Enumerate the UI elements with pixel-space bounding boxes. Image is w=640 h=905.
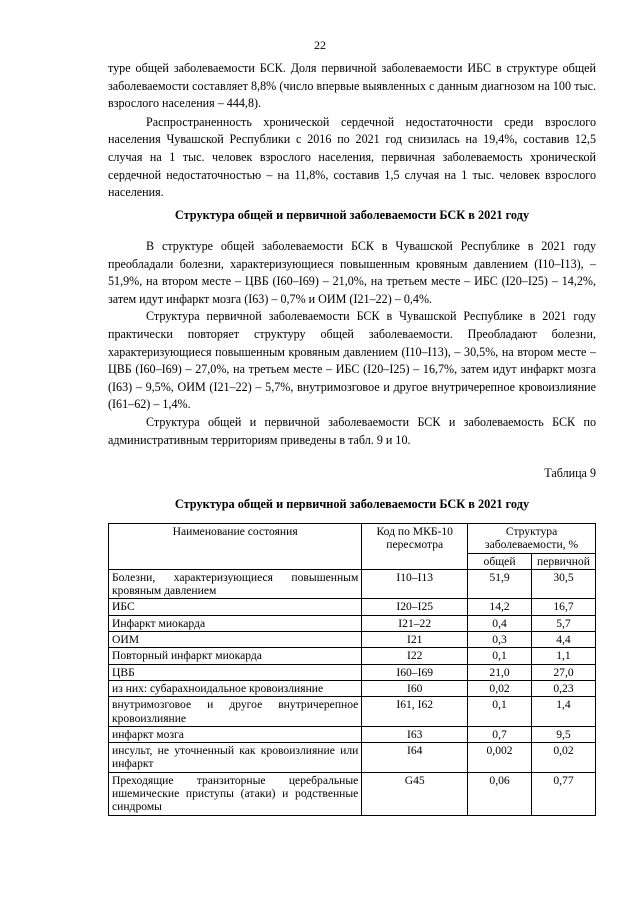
table-row — [109, 599, 596, 615]
row-primary: 5,7 — [531, 615, 595, 631]
header-general: общей — [468, 553, 532, 569]
row-primary: 1,4 — [531, 697, 595, 727]
row-name: инсульт, не уточненный как кровоизлияние или инфаркт — [109, 743, 362, 773]
row-general: 0,7 — [468, 726, 532, 742]
row-primary: 0,77 — [531, 772, 595, 815]
row-name: ОИМ — [109, 632, 362, 648]
row-primary: 30,5 — [531, 569, 595, 599]
row-name: внутримозговое и другое внутричерепное кровоизлияние — [109, 697, 362, 727]
header-code: Код по МКБ-10 пересмотра — [362, 524, 468, 570]
paragraph: Структура первичной заболеваемости БСК в Чувашской Республике в 2021 году практически повторяет структуру общей заболеваемости. Преобладают болезни, характеризующиеся повышенным кровяным давлением (I10–I13), – 30,5%, на втором месте – ЦВБ (I60–I69) – 27,0%, на третьем месте – ИБС (I20–I25) – 16,7%, затем идут инфаркт мозга (I63) – 9,5%, ОИМ (I21–22) – 5,7%, внутримозговое и другое внутричерепное кровоизлияние (I61–62) – 1,4%. — [108, 309, 596, 412]
table-label: Таблица 9 — [544, 466, 596, 480]
row-primary: 0,23 — [531, 680, 595, 696]
row-general: 14,2 — [468, 599, 532, 615]
header-name: Наименование состояния — [109, 524, 362, 570]
row-code: I63 — [362, 726, 468, 742]
row-primary: 4,4 — [531, 632, 595, 648]
row-name: из них: субарахноидальное кровоизлияние — [109, 680, 362, 696]
row-name: ЦВБ — [109, 664, 362, 680]
table-row — [109, 697, 596, 727]
row-name: Инфаркт миокарда — [109, 615, 362, 631]
section-text — [108, 238, 596, 449]
row-code: I64 — [362, 743, 468, 773]
row-name: инфаркт мозга — [109, 726, 362, 742]
row-primary: 9,5 — [531, 726, 595, 742]
header-structure: Структура заболеваемости, % — [468, 524, 596, 554]
row-general: 0,4 — [468, 615, 532, 631]
row-general: 51,9 — [468, 569, 532, 599]
table-row — [109, 615, 596, 631]
row-general: 21,0 — [468, 664, 532, 680]
table-title: Структура общей и первичной заболеваемости БСК в 2021 году — [174, 497, 530, 511]
row-code: I21–22 — [362, 615, 468, 631]
table-row — [109, 648, 596, 664]
table-row — [109, 726, 596, 742]
intro-text — [108, 60, 596, 202]
row-code: I20–I25 — [362, 599, 468, 615]
row-primary: 27,0 — [531, 664, 595, 680]
row-primary: 1,1 — [531, 648, 595, 664]
table-row — [109, 772, 596, 815]
row-general: 0,002 — [468, 743, 532, 773]
row-general: 0,1 — [468, 648, 532, 664]
paragraph: Распространенность хронической сердечной недостаточности среди взрослого населения Чувашской Республики с 2016 по 2021 год снизилась на 19,4%, составив 12,5 случая на 1 тыс. человек взрослого населения, первичная заболеваемость хронической сердечной недостаточностью – на 11,8%, составив 1,5 случая на 1 тыс. человек взрослого населения. — [108, 114, 596, 200]
table-row — [109, 569, 596, 599]
row-code: I22 — [362, 648, 468, 664]
section-heading: Структура общей и первичной заболеваемости БСК в 2021 году — [174, 208, 530, 222]
row-name: Болезни, характеризующиеся повышенным кровяным давлением — [109, 569, 362, 599]
table-row — [109, 680, 596, 696]
row-code: I60–I69 — [362, 664, 468, 680]
paragraph: туре общей заболеваемости БСК. Доля первичной заболеваемости ИБС в структуре общей заболеваемости составляет 8,8% (число впервые выявленных с данным диагнозом на 100 тыс. взрослого населения – 444,8). — [108, 61, 596, 111]
row-code: I61, I62 — [362, 697, 468, 727]
row-name: Повторный инфаркт миокарда — [109, 648, 362, 664]
paragraph: В структуре общей заболеваемости БСК в Чувашской Республике в 2021 году преобладали болезни, характеризующиеся повышенным кровяным давлением (I10–I13), – 51,9%, на втором месте – ЦВБ (I60–I69) – 21,0%, на третьем месте – ИБС (I20–I25) – 14,2%, затем идут инфаркт мозга (I63) – 0,7% и ОИМ (I21–22) – 0,4%. — [108, 239, 596, 306]
row-name: ИБС — [109, 599, 362, 615]
page-number: 22 — [314, 38, 326, 52]
row-code: I60 — [362, 680, 468, 696]
row-general: 0,3 — [468, 632, 532, 648]
row-general: 0,06 — [468, 772, 532, 815]
table-row — [109, 743, 596, 773]
header-primary: первичной — [531, 553, 595, 569]
table-row — [109, 632, 596, 648]
row-code: G45 — [362, 772, 468, 815]
row-general: 0,1 — [468, 697, 532, 727]
table-row — [109, 664, 596, 680]
row-primary: 0,02 — [531, 743, 595, 773]
row-code: I10–I13 — [362, 569, 468, 599]
table-header-row — [109, 524, 596, 554]
row-general: 0,02 — [468, 680, 532, 696]
row-name: Преходящие транзиторные церебральные ишемические приступы (атаки) и родственные синдромы — [109, 772, 362, 815]
row-code: I21 — [362, 632, 468, 648]
row-primary: 16,7 — [531, 599, 595, 615]
paragraph: Структура общей и первичной заболеваемости БСК и заболеваемость БСК по административным территориям приведены в табл. 9 и 10. — [108, 414, 596, 447]
morbidity-table — [108, 523, 596, 816]
